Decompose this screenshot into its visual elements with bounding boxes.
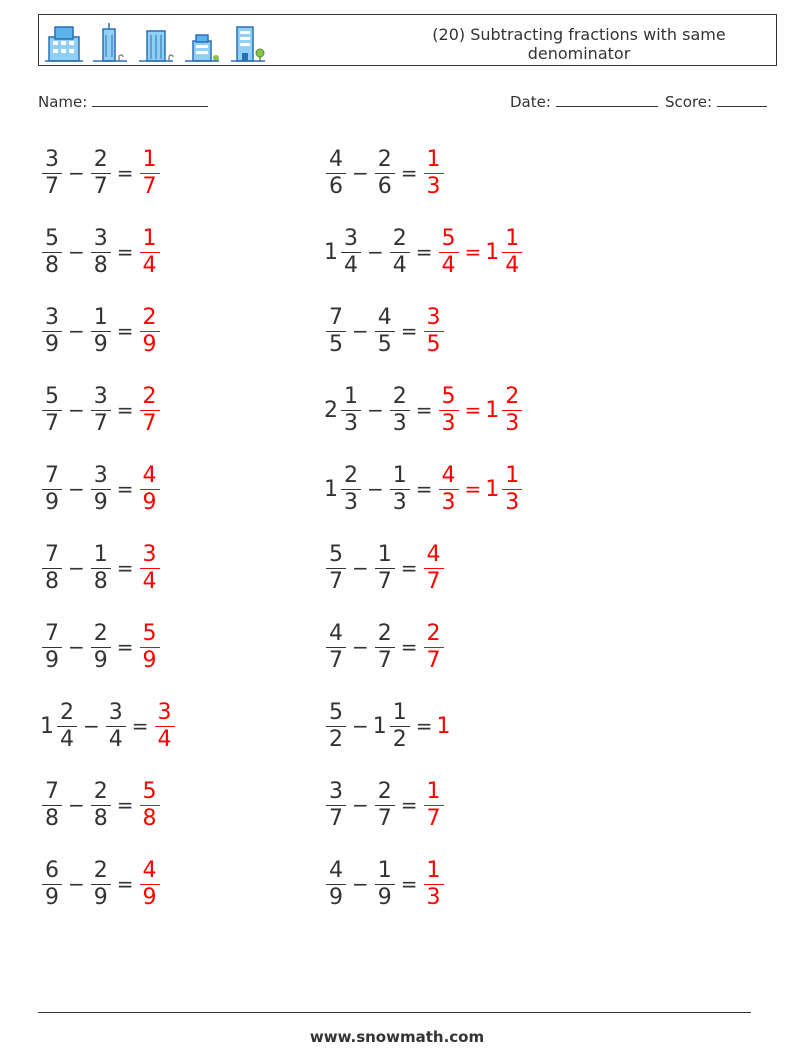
fraction bbox=[326, 542, 346, 595]
score-label: Score: bbox=[665, 93, 713, 111]
numerator: 3 bbox=[45, 304, 59, 330]
tower-icon bbox=[91, 23, 129, 63]
answer bbox=[437, 384, 525, 437]
equals-sign: = bbox=[116, 635, 134, 659]
minus-sign: − bbox=[83, 714, 100, 738]
answer bbox=[138, 305, 162, 358]
denominator: 5 bbox=[326, 331, 346, 358]
answer bbox=[138, 147, 162, 200]
fraction bbox=[91, 858, 111, 911]
fraction bbox=[140, 384, 160, 437]
fraction bbox=[424, 542, 444, 595]
house-icon bbox=[183, 23, 221, 63]
fraction bbox=[91, 542, 111, 595]
problem-item bbox=[324, 457, 524, 521]
equals-sign: = bbox=[116, 398, 134, 422]
minus-sign: − bbox=[352, 556, 369, 580]
fraction bbox=[326, 147, 346, 200]
name-label: Name: bbox=[38, 93, 88, 111]
denominator: 8 bbox=[42, 252, 62, 279]
fraction bbox=[140, 858, 160, 911]
name-blank bbox=[92, 92, 208, 107]
denominator: 3 bbox=[390, 410, 410, 437]
minus-sign: − bbox=[352, 872, 369, 896]
equals-sign: = bbox=[400, 635, 418, 659]
numerator: 1 bbox=[142, 225, 157, 251]
denominator: 4 bbox=[140, 568, 160, 595]
denominator: 7 bbox=[424, 805, 444, 832]
numerator: 2 bbox=[93, 778, 108, 804]
denominator: 7 bbox=[326, 805, 346, 832]
fraction bbox=[424, 621, 444, 674]
denominator: 8 bbox=[91, 568, 111, 595]
equals-sign: = bbox=[415, 477, 433, 501]
denominator: 3 bbox=[502, 489, 522, 516]
denominator: 9 bbox=[42, 331, 62, 358]
tree-building-icon bbox=[229, 23, 267, 63]
fraction bbox=[424, 147, 444, 200]
whole-number: 1 bbox=[40, 713, 54, 739]
fraction bbox=[42, 226, 62, 279]
denominator: 7 bbox=[375, 647, 395, 674]
denominator: 9 bbox=[42, 884, 62, 911]
whole-number: 1 bbox=[372, 713, 387, 739]
fraction bbox=[42, 858, 62, 911]
equals-sign: = bbox=[400, 319, 418, 343]
denominator: 9 bbox=[91, 647, 111, 674]
fraction bbox=[390, 463, 410, 516]
denominator: 4 bbox=[106, 726, 126, 753]
fraction bbox=[375, 858, 395, 911]
answer bbox=[437, 463, 525, 516]
equals-sign: = bbox=[116, 477, 134, 501]
answer bbox=[422, 542, 446, 595]
fraction bbox=[140, 147, 160, 200]
numerator: 5 bbox=[142, 778, 157, 804]
problem-item bbox=[324, 299, 446, 363]
denominator: 4 bbox=[341, 252, 361, 279]
numerator: 1 bbox=[426, 146, 441, 172]
denominator: 4 bbox=[439, 252, 459, 279]
minus-sign: − bbox=[68, 161, 85, 185]
denominator: 4 bbox=[140, 252, 160, 279]
fraction bbox=[140, 463, 160, 516]
numerator: 4 bbox=[142, 857, 157, 883]
fraction bbox=[140, 226, 160, 279]
numerator: 4 bbox=[329, 857, 343, 883]
numerator: 1 bbox=[377, 857, 392, 883]
fraction bbox=[91, 226, 111, 279]
fraction bbox=[326, 779, 346, 832]
equals-sign: = bbox=[464, 477, 482, 501]
numerator: 5 bbox=[142, 620, 157, 646]
denominator: 9 bbox=[140, 884, 160, 911]
denominator: 7 bbox=[326, 647, 346, 674]
denominator: 3 bbox=[439, 489, 459, 516]
problem-item bbox=[40, 615, 162, 679]
denominator: 9 bbox=[140, 647, 160, 674]
problem-item bbox=[40, 299, 162, 363]
denominator: 4 bbox=[390, 252, 410, 279]
numerator: 5 bbox=[329, 541, 343, 567]
fraction bbox=[42, 463, 62, 516]
minus-sign: − bbox=[352, 793, 369, 817]
denominator: 9 bbox=[91, 489, 111, 516]
numerator: 3 bbox=[108, 699, 123, 725]
whole-number: 1 bbox=[436, 713, 451, 739]
answer bbox=[422, 621, 446, 674]
denominator: 8 bbox=[42, 805, 62, 832]
problem-item bbox=[324, 852, 446, 916]
fraction bbox=[390, 700, 410, 753]
numerator: 1 bbox=[142, 146, 157, 172]
fraction bbox=[341, 226, 361, 279]
denominator: 5 bbox=[375, 331, 395, 358]
problem-item bbox=[324, 220, 524, 284]
problem-item bbox=[40, 773, 162, 837]
minus-sign: − bbox=[68, 635, 85, 659]
denominator: 3 bbox=[341, 489, 361, 516]
numerator: 7 bbox=[329, 304, 343, 330]
fraction bbox=[140, 305, 160, 358]
numerator: 3 bbox=[344, 225, 358, 251]
numerator: 2 bbox=[505, 383, 520, 409]
denominator: 9 bbox=[91, 331, 111, 358]
denominator: 9 bbox=[91, 884, 111, 911]
problem-item bbox=[324, 773, 446, 837]
answer bbox=[437, 226, 525, 279]
fraction bbox=[375, 542, 395, 595]
equals-sign: = bbox=[464, 240, 482, 264]
denominator: 7 bbox=[375, 805, 395, 832]
numerator: 1 bbox=[505, 225, 520, 251]
score-field bbox=[665, 92, 767, 111]
denominator: 8 bbox=[91, 805, 111, 832]
date-field bbox=[510, 92, 658, 111]
answer bbox=[138, 858, 162, 911]
problem-item bbox=[40, 694, 177, 758]
fraction bbox=[326, 858, 346, 911]
denominator: 7 bbox=[42, 173, 62, 200]
denominator: 7 bbox=[91, 173, 111, 200]
fraction bbox=[91, 463, 111, 516]
numerator: 2 bbox=[344, 462, 358, 488]
fraction bbox=[439, 384, 459, 437]
problem-item bbox=[324, 615, 446, 679]
denominator: 3 bbox=[439, 410, 459, 437]
city-logo bbox=[45, 21, 267, 63]
whole-number: 1 bbox=[324, 476, 338, 502]
fraction bbox=[140, 621, 160, 674]
minus-sign: − bbox=[68, 556, 85, 580]
numerator: 2 bbox=[93, 146, 108, 172]
denominator: 8 bbox=[42, 568, 62, 595]
denominator: 4 bbox=[502, 252, 522, 279]
denominator: 3 bbox=[424, 884, 444, 911]
equals-sign: = bbox=[415, 398, 433, 422]
denominator: 7 bbox=[326, 568, 346, 595]
numerator: 5 bbox=[441, 383, 456, 409]
denominator: 7 bbox=[140, 173, 160, 200]
problem-item bbox=[324, 536, 446, 600]
equals-sign: = bbox=[131, 714, 149, 738]
minus-sign: − bbox=[68, 872, 85, 896]
fraction bbox=[140, 779, 160, 832]
denominator: 3 bbox=[424, 173, 444, 200]
numerator: 1 bbox=[93, 541, 108, 567]
numerator: 1 bbox=[505, 462, 520, 488]
numerator: 4 bbox=[329, 620, 343, 646]
numerator: 6 bbox=[45, 857, 59, 883]
minus-sign: − bbox=[367, 240, 384, 264]
denominator: 5 bbox=[424, 331, 444, 358]
fraction bbox=[424, 779, 444, 832]
numerator: 1 bbox=[392, 462, 407, 488]
numerator: 2 bbox=[426, 620, 441, 646]
denominator: 4 bbox=[155, 726, 175, 753]
answer bbox=[153, 700, 177, 753]
answer bbox=[422, 305, 446, 358]
numerator: 2 bbox=[377, 778, 392, 804]
answer bbox=[422, 147, 446, 200]
whole-number: 2 bbox=[324, 397, 338, 423]
equals-sign: = bbox=[464, 398, 482, 422]
denominator: 9 bbox=[42, 647, 62, 674]
problem-item bbox=[324, 378, 524, 442]
denominator: 7 bbox=[91, 410, 111, 437]
numerator: 5 bbox=[45, 225, 59, 251]
fraction bbox=[57, 700, 77, 753]
denominator: 8 bbox=[140, 805, 160, 832]
problem-item bbox=[40, 536, 162, 600]
minus-sign: − bbox=[68, 398, 85, 422]
worksheet-header bbox=[38, 14, 777, 66]
denominator: 9 bbox=[326, 884, 346, 911]
problem-item bbox=[40, 220, 162, 284]
fraction bbox=[502, 463, 522, 516]
fraction bbox=[424, 858, 444, 911]
fraction bbox=[91, 305, 111, 358]
minus-sign: − bbox=[68, 240, 85, 264]
equals-sign: = bbox=[116, 793, 134, 817]
equals-sign: = bbox=[400, 161, 418, 185]
fraction bbox=[375, 147, 395, 200]
numerator: 3 bbox=[45, 146, 59, 172]
footer-divider bbox=[38, 1012, 751, 1013]
numerator: 1 bbox=[377, 541, 392, 567]
denominator: 7 bbox=[375, 568, 395, 595]
date-blank bbox=[556, 92, 658, 107]
fraction bbox=[42, 305, 62, 358]
fraction bbox=[326, 621, 346, 674]
numerator: 4 bbox=[441, 462, 456, 488]
equals-sign: = bbox=[415, 240, 433, 264]
numerator: 3 bbox=[157, 699, 172, 725]
minus-sign: − bbox=[352, 319, 369, 343]
answer bbox=[422, 779, 446, 832]
numerator: 2 bbox=[377, 620, 392, 646]
equals-sign: = bbox=[116, 240, 134, 264]
answer bbox=[138, 384, 162, 437]
numerator: 1 bbox=[426, 778, 441, 804]
fraction bbox=[42, 542, 62, 595]
answer bbox=[138, 779, 162, 832]
equals-sign: = bbox=[116, 872, 134, 896]
answer bbox=[138, 621, 162, 674]
fraction bbox=[42, 384, 62, 437]
fraction bbox=[341, 384, 361, 437]
numerator: 7 bbox=[45, 462, 59, 488]
fraction bbox=[42, 147, 62, 200]
whole-number: 1 bbox=[485, 397, 500, 423]
equals-sign: = bbox=[400, 872, 418, 896]
office-icon bbox=[137, 23, 175, 63]
denominator: 7 bbox=[42, 410, 62, 437]
numerator: 1 bbox=[344, 383, 358, 409]
denominator: 3 bbox=[341, 410, 361, 437]
fraction bbox=[375, 621, 395, 674]
numerator: 2 bbox=[392, 383, 407, 409]
numerator: 2 bbox=[142, 383, 157, 409]
worksheet-title: (20) Subtracting fractions with same denominator bbox=[432, 25, 726, 63]
minus-sign: − bbox=[68, 477, 85, 501]
fraction bbox=[375, 779, 395, 832]
fraction bbox=[502, 384, 522, 437]
fraction bbox=[91, 621, 111, 674]
denominator: 7 bbox=[140, 410, 160, 437]
denominator: 3 bbox=[502, 410, 522, 437]
fraction bbox=[91, 147, 111, 200]
fraction bbox=[91, 384, 111, 437]
denominator: 6 bbox=[326, 173, 346, 200]
answer bbox=[437, 714, 452, 739]
numerator: 5 bbox=[441, 225, 456, 251]
minus-sign: − bbox=[367, 398, 384, 422]
minus-sign: − bbox=[68, 793, 85, 817]
fraction bbox=[439, 463, 459, 516]
fraction bbox=[42, 621, 62, 674]
fraction bbox=[91, 779, 111, 832]
numerator: 4 bbox=[329, 146, 343, 172]
problem-item bbox=[324, 694, 452, 758]
minus-sign: − bbox=[352, 161, 369, 185]
numerator: 3 bbox=[93, 383, 108, 409]
denominator: 9 bbox=[42, 489, 62, 516]
fraction bbox=[502, 226, 522, 279]
whole-number: 1 bbox=[485, 239, 500, 265]
fraction bbox=[140, 542, 160, 595]
numerator: 2 bbox=[60, 699, 74, 725]
fraction bbox=[42, 779, 62, 832]
problem-item bbox=[40, 852, 162, 916]
numerator: 7 bbox=[45, 778, 59, 804]
minus-sign: − bbox=[352, 714, 369, 738]
name-field bbox=[38, 92, 208, 111]
minus-sign: − bbox=[68, 319, 85, 343]
whole-number: 1 bbox=[485, 476, 500, 502]
equals-sign: = bbox=[116, 161, 134, 185]
denominator: 8 bbox=[91, 252, 111, 279]
fraction bbox=[326, 305, 346, 358]
answer bbox=[422, 858, 446, 911]
denominator: 7 bbox=[424, 647, 444, 674]
numerator: 5 bbox=[45, 383, 59, 409]
numerator: 3 bbox=[93, 462, 108, 488]
numerator: 7 bbox=[45, 620, 59, 646]
denominator: 9 bbox=[140, 331, 160, 358]
numerator: 3 bbox=[142, 541, 157, 567]
fraction bbox=[326, 700, 346, 753]
denominator: 2 bbox=[326, 726, 346, 753]
numerator: 2 bbox=[392, 225, 407, 251]
equals-sign: = bbox=[116, 556, 134, 580]
fraction bbox=[375, 305, 395, 358]
fraction bbox=[341, 463, 361, 516]
numerator: 1 bbox=[426, 857, 441, 883]
fraction bbox=[439, 226, 459, 279]
answer bbox=[138, 463, 162, 516]
denominator: 6 bbox=[375, 173, 395, 200]
equals-sign: = bbox=[400, 556, 418, 580]
numerator: 3 bbox=[93, 225, 108, 251]
denominator: 2 bbox=[390, 726, 410, 753]
numerator: 2 bbox=[93, 857, 108, 883]
problem-item bbox=[324, 141, 446, 205]
fraction bbox=[155, 700, 175, 753]
problem-item bbox=[40, 457, 162, 521]
denominator: 4 bbox=[57, 726, 77, 753]
fraction bbox=[390, 226, 410, 279]
answer bbox=[138, 542, 162, 595]
problem-item bbox=[40, 378, 162, 442]
date-label: Date: bbox=[510, 93, 551, 111]
numerator: 3 bbox=[329, 778, 343, 804]
score-blank bbox=[717, 92, 767, 107]
fraction bbox=[424, 305, 444, 358]
footer-url: www.snowmath.com bbox=[309, 1028, 485, 1046]
fraction bbox=[106, 700, 126, 753]
minus-sign: − bbox=[352, 635, 369, 659]
numerator: 4 bbox=[426, 541, 441, 567]
answer bbox=[138, 226, 162, 279]
numerator: 4 bbox=[377, 304, 392, 330]
numerator: 4 bbox=[142, 462, 157, 488]
denominator: 9 bbox=[140, 489, 160, 516]
equals-sign: = bbox=[116, 319, 134, 343]
numerator: 3 bbox=[426, 304, 441, 330]
whole-number: 1 bbox=[324, 239, 338, 265]
numerator: 2 bbox=[142, 304, 157, 330]
denominator: 7 bbox=[424, 568, 444, 595]
denominator: 3 bbox=[390, 489, 410, 516]
numerator: 1 bbox=[392, 699, 407, 725]
minus-sign: − bbox=[367, 477, 384, 501]
problem-item bbox=[40, 141, 162, 205]
building-icon bbox=[45, 23, 83, 63]
numerator: 2 bbox=[377, 146, 392, 172]
denominator: 9 bbox=[375, 884, 395, 911]
fraction bbox=[390, 384, 410, 437]
equals-sign: = bbox=[415, 714, 433, 738]
numerator: 7 bbox=[45, 541, 59, 567]
numerator: 5 bbox=[329, 699, 343, 725]
equals-sign: = bbox=[400, 793, 418, 817]
numerator: 2 bbox=[93, 620, 108, 646]
numerator: 1 bbox=[93, 304, 108, 330]
